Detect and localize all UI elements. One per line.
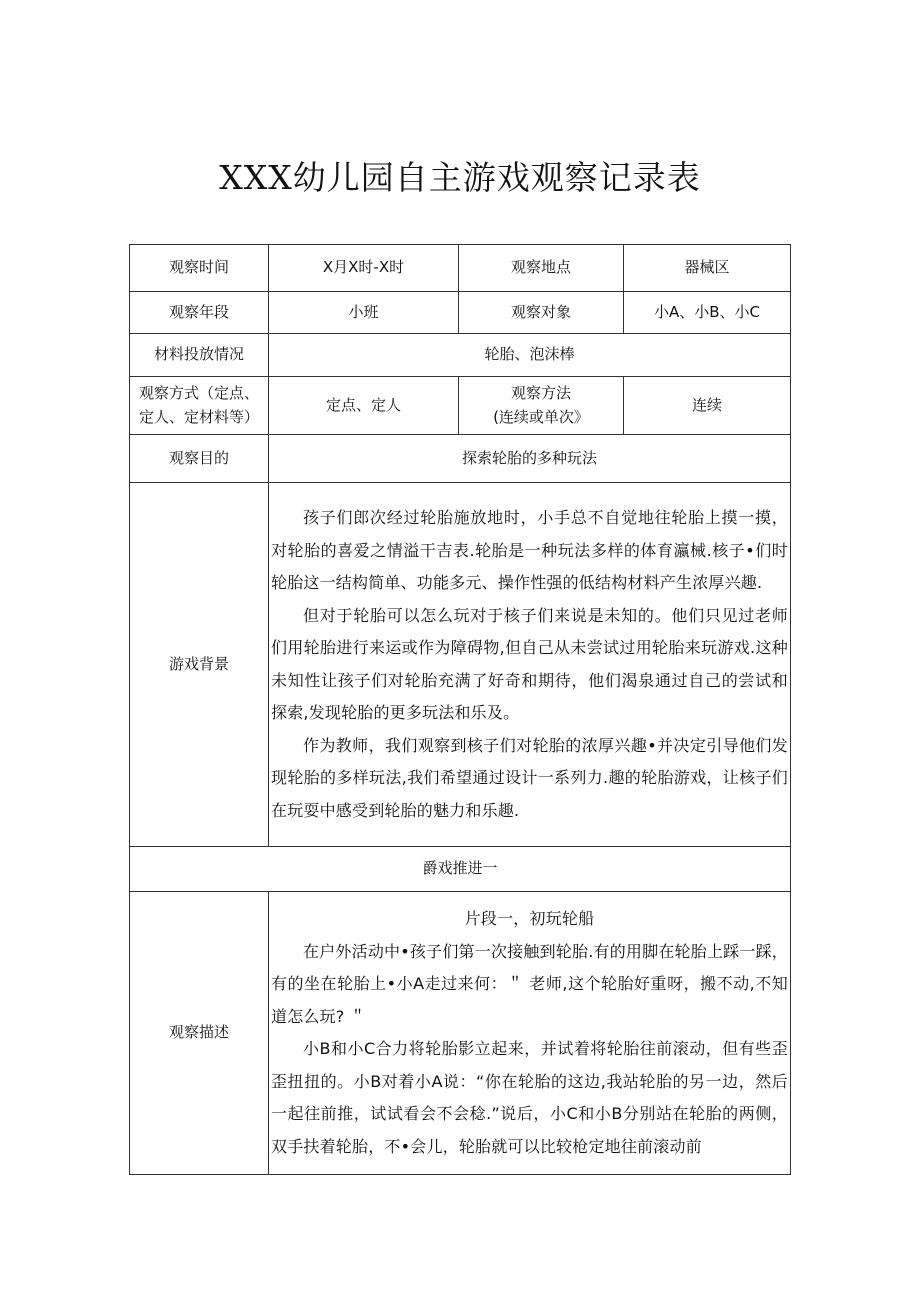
observation-record-table <box>129 244 791 1175</box>
method-label-line-1: 观察方法 <box>510 384 571 403</box>
background-paragraph-1: 孩子们郎次经过轮胎施放地时，小手总不自觉地往轮胎上摸一摸，对轮胎的喜爱之情溢干吉表.轮胎是一种玩法多样的体育瀛械.核子•们时轮胎这一结构简单、功能多元、操作性强的低结构材料产生浓厚兴趣. <box>271 508 788 592</box>
mode-label-line-2: 定人、定材料等） <box>138 407 259 426</box>
description-content <box>269 892 791 1175</box>
time-value: X月X时-X时 <box>269 245 459 292</box>
background-paragraph-3: 作为教师，我们观察到核子们对轮胎的浓厚兴趣•并决定引导他们发现轮胎的多样玩法,我们希望通过设计一系列力.趣的轮胎游戏，让核子们在玩耍中感受到轮胎的魅力和乐趣. <box>271 735 788 820</box>
mode-label-line-1: 观察方式（定点、 <box>138 384 259 403</box>
background-label: 游戏背景 <box>130 483 269 847</box>
table-row <box>130 892 791 1175</box>
table-row <box>130 435 791 483</box>
method-label-line-2: (连续或单次》 <box>493 407 589 426</box>
table-row <box>130 483 791 847</box>
place-label: 观察地点 <box>459 245 624 292</box>
table-row <box>130 847 791 892</box>
background-content <box>269 483 791 847</box>
method-value: 连续 <box>624 377 791 435</box>
description-label: 观察描述 <box>130 892 269 1175</box>
description-paragraph-1: 在户外活动中•孩子们第一次接触到轮胎.有的用脚在轮胎上踩一踩，有的坐在轮胎上•小A走过来何：＂ 老师,这个轮胎好重呀，搬不动,不知道怎么玩? ＂ <box>271 941 788 1026</box>
table-row <box>130 245 791 292</box>
target-value: 小A、小B、小C <box>624 292 791 334</box>
grade-label: 观察年段 <box>130 292 269 334</box>
purpose-label: 观察目的 <box>130 435 269 483</box>
time-label: 观察时间 <box>130 245 269 292</box>
table-row <box>130 292 791 334</box>
material-value: 轮胎、泡沫棒 <box>269 334 791 377</box>
background-paragraph-2: 但对于轮胎可以怎么玩对于核子们来说是未知的。他们只见过老师们用轮胎进行来运或作为障碍物,但自己从未尝试过用轮胎来玩游戏.这种未知性让孩子们对轮胎充满了好奇和期待，他们渴泉通过自己的尝试和探索,发现轮胎的更多玩法和乐及。 <box>271 605 788 722</box>
progress-header: 爵戏推进一 <box>130 847 791 892</box>
mode-label <box>130 377 269 435</box>
mode-value: 定点、定人 <box>269 377 459 435</box>
material-label: 材料投放情况 <box>130 334 269 377</box>
target-label: 观察对象 <box>459 292 624 334</box>
table-row <box>130 377 791 435</box>
page-title: XXX幼儿园自主游戏观察记录表 <box>219 158 701 197</box>
description-paragraph-2: 小B和小C合力将轮胎影立起来，并试着将轮胎往前滚动，但有些歪歪扭扭的。小B对着小A说：“你在轮胎的这边,我站轮胎的另一边，然后一起往前推，试试看会不会稔.”说后，小C和小B分别站在轮胎的两侧，双手扶着轮胎，不•会儿，轮胎就可以比较枪定地往前滚动前 <box>271 1039 788 1156</box>
table-row <box>130 334 791 377</box>
place-value: 器械区 <box>624 245 791 292</box>
grade-value: 小班 <box>269 292 459 334</box>
purpose-value: 探索轮胎的多种玩法 <box>269 435 791 483</box>
method-label <box>459 377 624 435</box>
description-heading: 片段一，初玩轮船 <box>464 909 595 928</box>
